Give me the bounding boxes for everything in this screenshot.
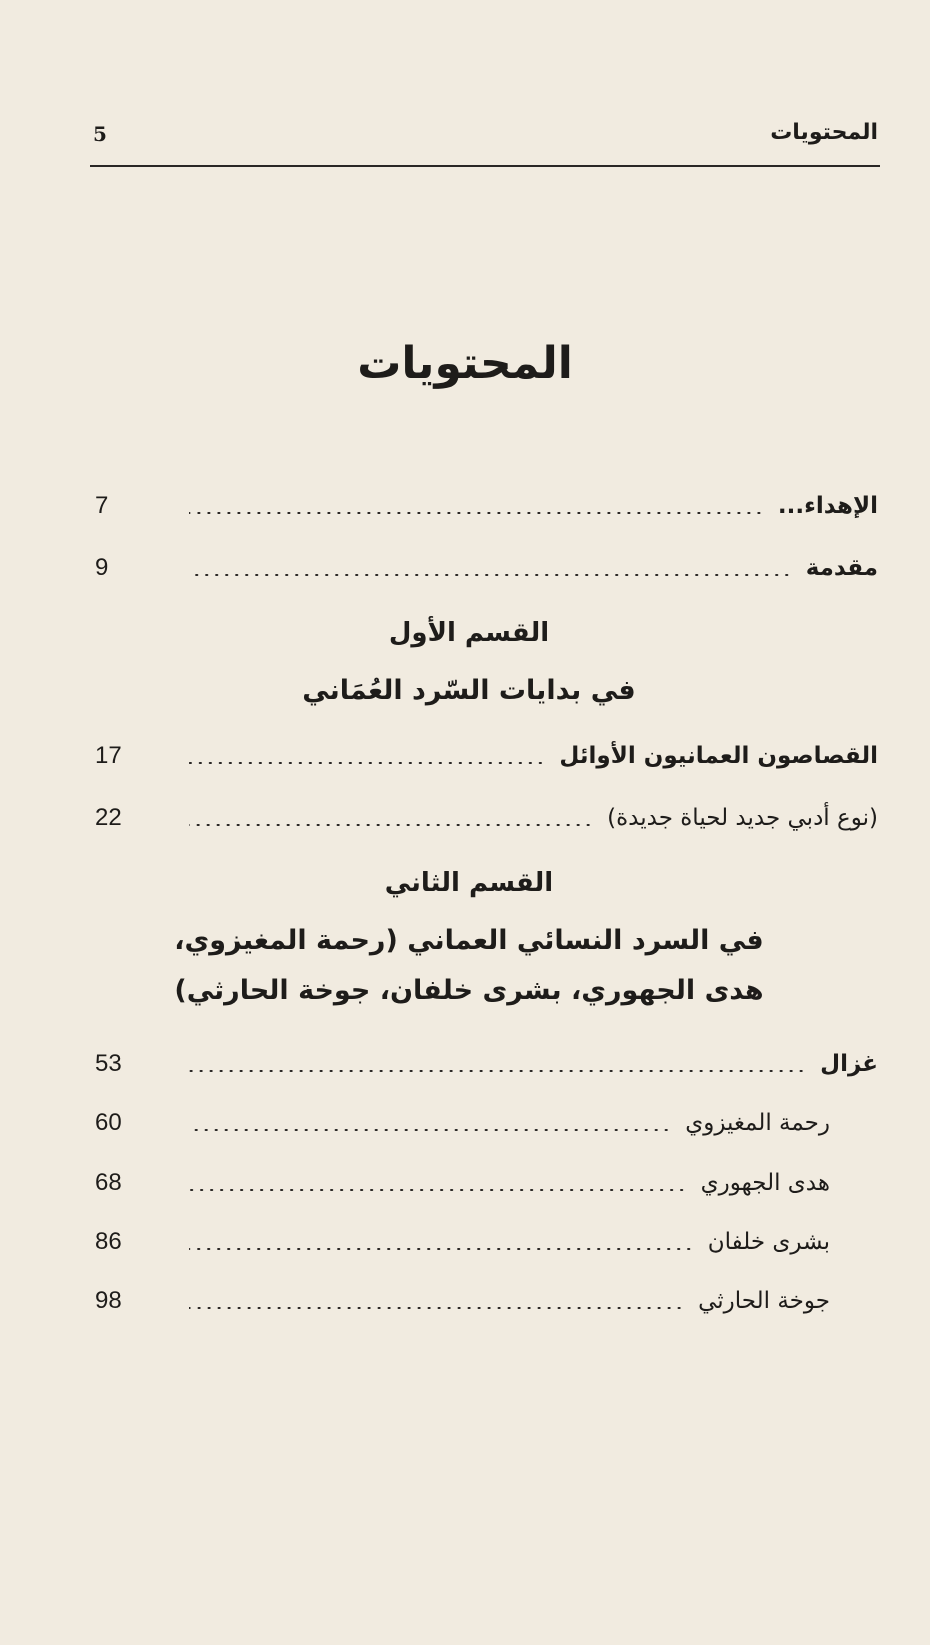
toc-page-number: 7 <box>95 492 109 519</box>
page-number: 5 <box>93 122 107 146</box>
toc-page-number: 17 <box>95 742 122 769</box>
part-two-heading: القسم الثاني <box>384 868 554 898</box>
toc-entry-label: القصاصون العمانيون الأوائل <box>559 743 878 769</box>
header-rule <box>90 165 880 167</box>
toc-page-number: 9 <box>95 554 109 581</box>
toc-entry <box>95 1281 878 1321</box>
part-two-title-line-2: هدى الجهوري، بشرى خلفان، جوخة الحارثي) <box>174 975 764 1006</box>
toc-entry-label: غزال <box>820 1051 878 1077</box>
dot-leader <box>189 824 593 826</box>
part-one-heading: القسم الأول <box>388 618 550 648</box>
dot-leader <box>189 1070 806 1072</box>
toc-page-number: 60 <box>95 1109 122 1136</box>
dot-leader <box>189 1129 671 1131</box>
dot-leader <box>189 1307 684 1309</box>
toc-entry-dedication <box>95 486 878 526</box>
dot-leader <box>189 512 764 514</box>
dot-leader <box>189 762 545 764</box>
toc-entry-label: رحمة المغيزوي <box>685 1110 830 1136</box>
toc-entry <box>95 1222 878 1262</box>
running-header-title: المحتويات <box>770 120 878 145</box>
toc-entry <box>95 798 878 838</box>
part-one-title: في بدايات السّرد العُمَاني <box>302 675 636 706</box>
toc-entry <box>95 736 878 776</box>
toc-page-number: 86 <box>95 1228 122 1255</box>
toc-entry-label: (نوع أدبي جديد لحياة جديدة) <box>607 805 878 831</box>
toc-entry-label: بشرى خلفان <box>707 1229 830 1255</box>
toc-page-number: 53 <box>95 1050 122 1077</box>
toc-page-number: 98 <box>95 1287 122 1314</box>
toc-entry-label: مقدمة <box>805 555 878 581</box>
toc-entry <box>95 1044 878 1084</box>
toc-entry <box>95 1103 878 1143</box>
toc-entry-introduction <box>95 548 878 588</box>
dot-leader <box>189 1248 694 1250</box>
toc-entry-label: جوخة الحارثي <box>698 1288 830 1314</box>
dot-leader <box>189 1189 687 1191</box>
toc-page-number: 22 <box>95 804 122 831</box>
toc-entry <box>95 1163 878 1203</box>
toc-entry-label: الإهداء... <box>777 493 878 519</box>
part-two-title-line-1: في السرد النسائي العماني (رحمة المغيزوي، <box>174 925 764 956</box>
toc-page-number: 68 <box>95 1169 122 1196</box>
toc-entry-label: هدى الجهوري <box>700 1170 830 1196</box>
page-title: المحتويات <box>357 338 573 389</box>
dot-leader <box>189 574 792 576</box>
